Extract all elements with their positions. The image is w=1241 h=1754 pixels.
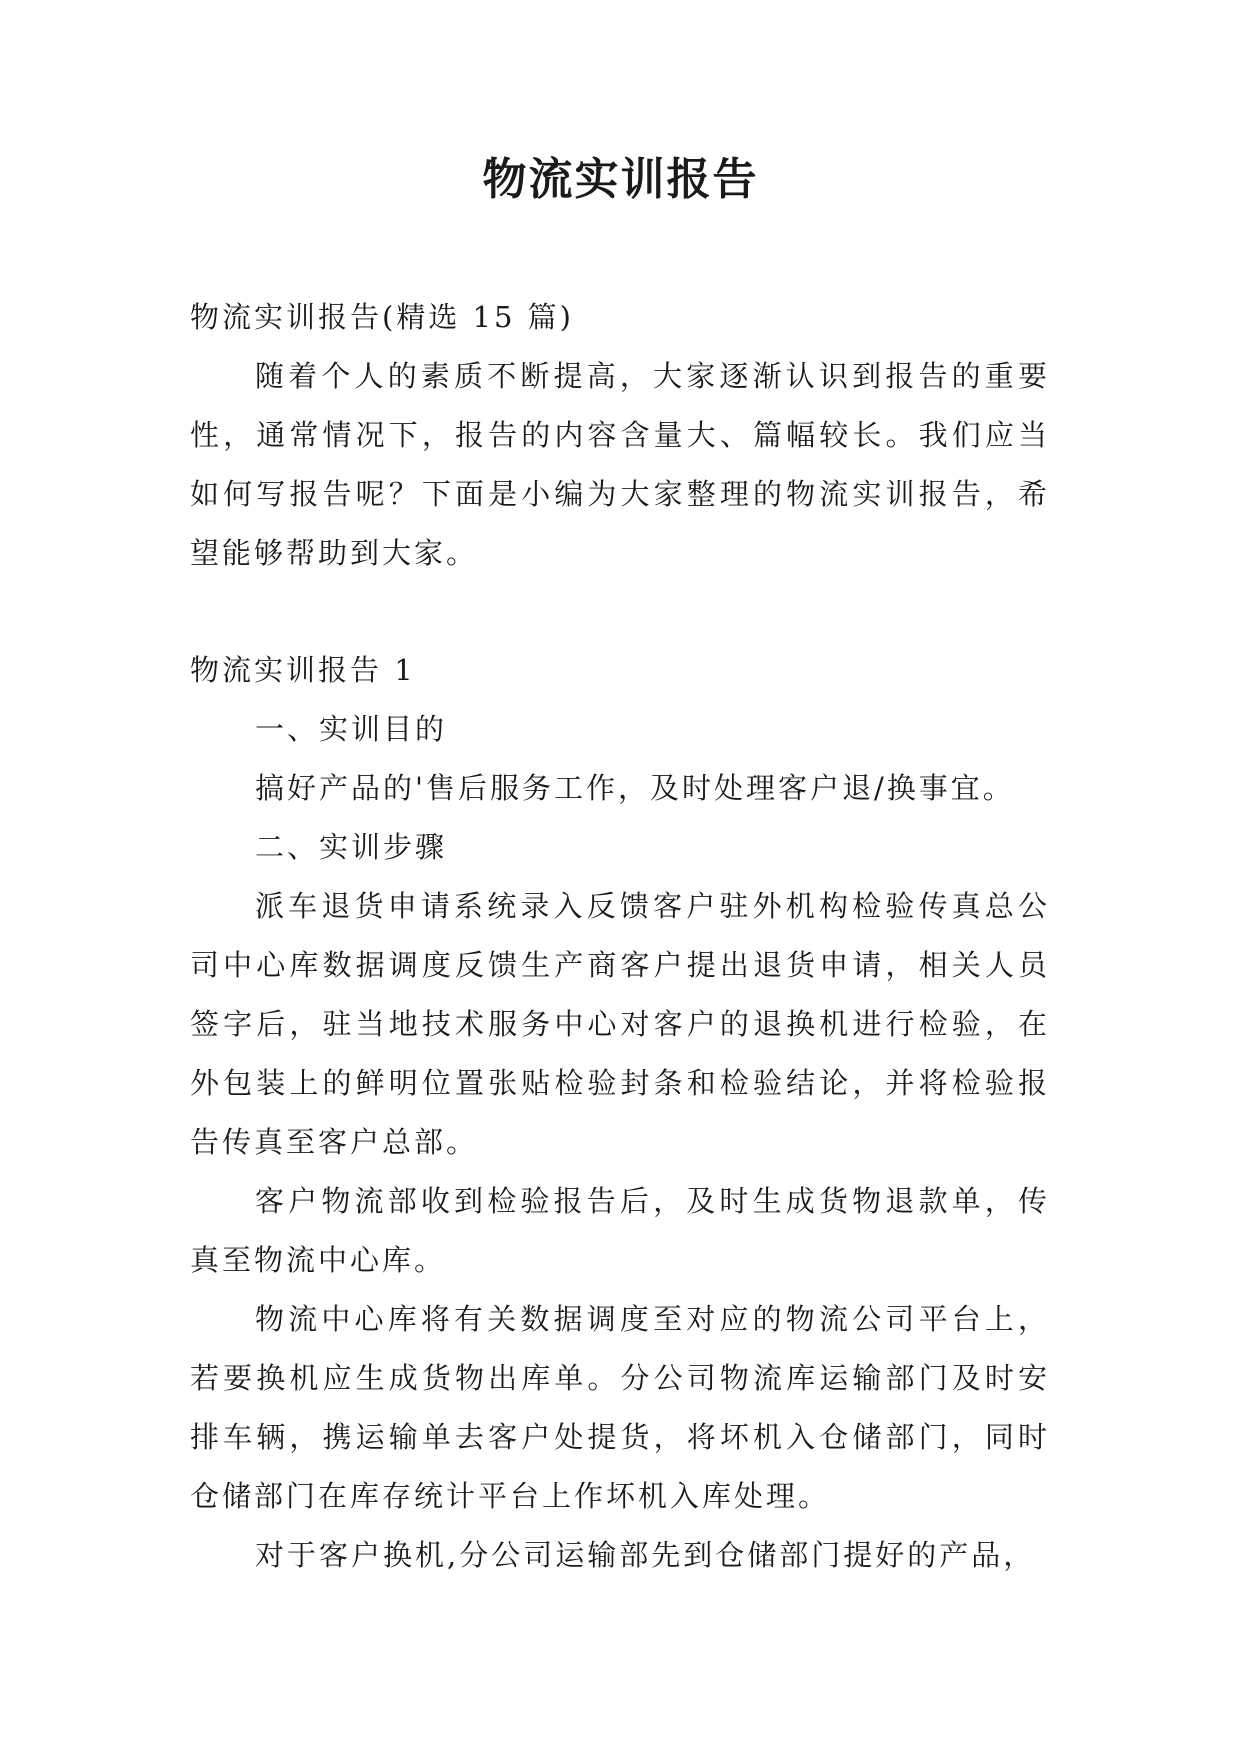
paragraph-steps-3: 物流中心库将有关数据调度至对应的物流公司平台上，若要换机应生成货物出库单。分公司物流库运输部门及时安排车辆，携运输单去客户处提货，将坏机入仓储部门，同时仓储部门在库存统计平台上作坏机入库处理。 bbox=[190, 1302, 1050, 1513]
document-body bbox=[190, 288, 1050, 1585]
paragraph-heading-purpose: 一、实训目的 bbox=[255, 712, 448, 746]
paragraph-intro: 随着个人的素质不断提高，大家逐渐认识到报告的重要性，通常情况下，报告的内容含量大、篇幅较长。我们应当如何写报告呢？下面是小编为大家整理的物流实训报告，希望能够帮助到大家。 bbox=[190, 359, 1050, 570]
paragraph-steps-4: 对于客户换机,分公司运输部先到仓储部门提好的产品， bbox=[255, 1538, 1036, 1572]
paragraph-section-heading: 物流实训报告 1 bbox=[190, 653, 416, 687]
document-title: 物流实训报告 bbox=[482, 154, 759, 205]
paragraph-steps-2: 客户物流部收到检验报告后，及时生成货物退款单，传真至物流中心库。 bbox=[190, 1184, 1050, 1277]
paragraph-steps-1: 派车退货申请系统录入反馈客户驻外机构检验传真总公司中心库数据调度反馈生产商客户提出退货申请，相关人员签字后，驻当地技术服务中心对客户的退换机进行检验，在外包装上的鲜明位置张贴检验封条和检验结论，并将检验报告传真至客户总部。 bbox=[190, 889, 1050, 1159]
paragraph-heading-steps: 二、实训步骤 bbox=[255, 830, 448, 864]
paragraph-subtitle: 物流实训报告(精选 15 篇) bbox=[190, 300, 574, 334]
paragraph-purpose: 搞好产品的'售后服务工作，及时处理客户退/换事宜。 bbox=[255, 771, 1015, 805]
